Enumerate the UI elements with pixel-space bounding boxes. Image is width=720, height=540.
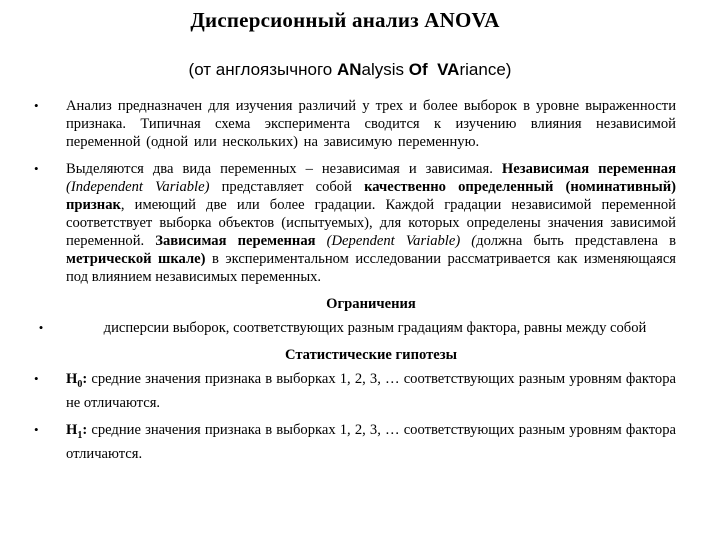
h1-label: $H_1$:	[66, 421, 88, 441]
h0-label: $H_0$:	[66, 371, 88, 390]
variables-text-5: в экспериментальном исследовании рассматривается как изменяющаяся под влиянием независимых переменных.	[66, 251, 677, 285]
bullet-item-purpose	[34, 97, 676, 151]
bullet-dot-icon: •	[34, 421, 39, 437]
subtitle-of: Of	[408, 60, 428, 79]
hypotheses-heading: Статистические гипотезы	[284, 347, 457, 363]
variables-text-4: должна быть представлена в	[476, 233, 676, 249]
bullet-item-variables	[34, 160, 676, 286]
variables-text-2: представляет собой	[209, 179, 365, 195]
h1-text: средние значения признака в выборках 1, 2, 3, … соответствующих разным уровням фактора отличаются.	[66, 421, 676, 462]
subtitle-prefix: (от англоязычного	[188, 60, 337, 79]
qualitative-feature-term: качественно определенный (номинативный) признак	[66, 179, 676, 213]
bullet-dot-icon: •	[34, 161, 39, 176]
variables-text-1: Выделяются два вида переменных – независимая и зависимая.	[66, 161, 502, 177]
dependent-variable-term: Зависимая переменная	[155, 233, 316, 249]
subtitle-alysis: alysis	[361, 60, 409, 79]
restriction-text: дисперсии выборок, соответствующих разным градациям фактора, равны между собой	[103, 320, 647, 336]
independent-variable-english: (Independent Variable)	[66, 179, 210, 195]
h0-text: средние значения признака в выборках 1, 2, 3, … соответствующих разным уровням фактора не отличаются.	[66, 371, 676, 411]
bullet-text-purpose: Анализ предназначен для изучения различий у трех и более выборок в уровне выраженности признака. Типичная схема эксперимента сводится к изучению влияния независимой переменной (одной или нескольких) на зависимую переменную.	[66, 98, 676, 150]
slide-title: Дисперсионный анализ ANOVA	[190, 8, 500, 32]
independent-variable-term: Независимая переменная	[501, 161, 676, 177]
bullet-dot-icon: •	[38, 320, 44, 335]
bullet-item-h1	[34, 421, 676, 463]
bullet-item-h0	[34, 370, 676, 412]
bullet-item-restriction	[34, 319, 676, 337]
subtitle-space	[428, 60, 437, 79]
variables-text-3: , имеющий две или более градации. Каждой градации независимой переменной соответствует выборка объектов (испытуемых), для которых определены значения зависимой переменной.	[66, 197, 676, 249]
restrictions-heading: Ограничения	[326, 296, 416, 312]
slide-content	[34, 97, 676, 472]
subtitle-an: AN	[336, 60, 362, 79]
bullet-dot-icon: •	[34, 98, 39, 113]
subtitle-va: VA	[437, 60, 460, 79]
bullet-dot-icon: •	[34, 371, 39, 386]
dependent-variable-english: (Dependent Variable) (	[315, 233, 477, 249]
slide-subtitle	[0, 60, 700, 80]
subtitle-riance: riance)	[459, 60, 512, 79]
metric-scale-term: метрической шкале)	[66, 251, 206, 267]
